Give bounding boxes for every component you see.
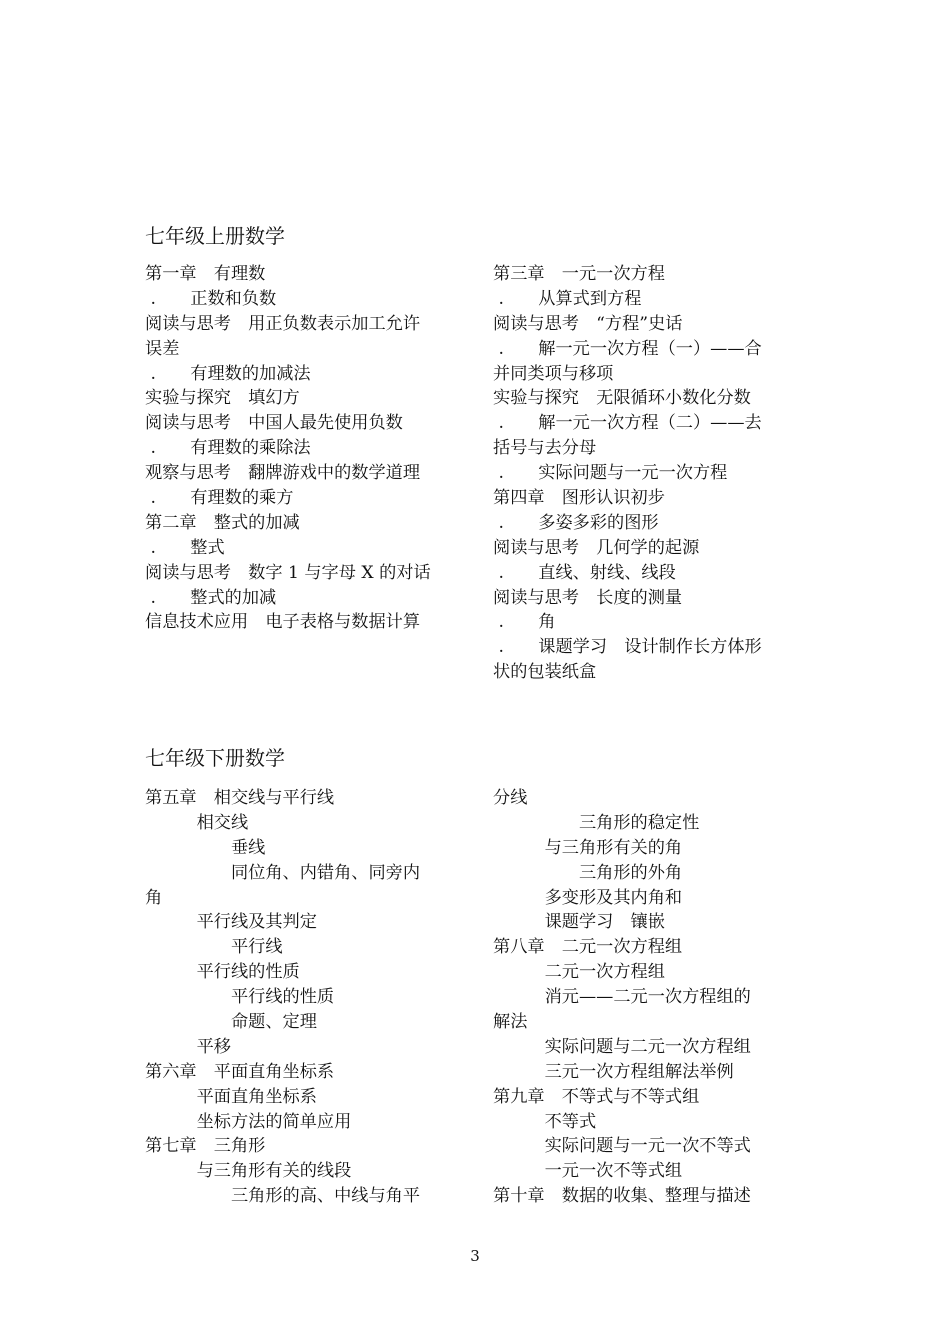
toc-line: . 解一元一次方程（一）——合	[493, 338, 762, 359]
toc-line: 阅读与思考 数字 1 与字母 X 的对话	[145, 562, 431, 583]
toc-line: 第七章 三角形	[145, 1136, 266, 1157]
toc-line: 实际问题与一元一次不等式	[493, 1136, 751, 1157]
toc-line: 括号与去分母	[493, 438, 597, 459]
toc-line: . 解一元一次方程（二）——去	[493, 413, 762, 434]
toc-line: 平行线及其判定	[145, 912, 317, 933]
toc-line: 平行线	[145, 937, 283, 958]
toc-line: 第十章 数据的收集、整理与描述	[493, 1186, 751, 1207]
toc-line: 角	[145, 887, 163, 908]
toc-line: 三角形的外角	[493, 862, 683, 883]
toc-line: 平移	[145, 1036, 231, 1057]
toc-line: 命题、定理	[145, 1012, 317, 1033]
toc-line: 平行线的性质	[145, 962, 300, 983]
toc-line: 与三角形有关的角	[493, 837, 683, 858]
toc-line: 第五章 相交线与平行线	[145, 788, 335, 808]
toc-line: 第三章 一元一次方程	[493, 264, 665, 284]
lower-right-column	[493, 786, 818, 1209]
lower-left-column	[145, 786, 470, 1209]
toc-line: 不等式	[493, 1111, 597, 1132]
toc-line: 阅读与思考 “方程”史话	[493, 313, 683, 334]
lower-title: 七年级下册数学	[145, 746, 285, 770]
toc-line: . 直线、射线、线段	[493, 562, 676, 583]
toc-line: 平行线的性质	[145, 987, 335, 1008]
toc-line: 阅读与思考 长度的测量	[493, 587, 683, 608]
toc-line: 实验与探究 填幻方	[145, 388, 300, 409]
toc-line: 三角形的高、中线与角平	[145, 1186, 421, 1207]
toc-line: 垂线	[145, 837, 266, 858]
toc-line: 三元一次方程组解法举例	[493, 1061, 734, 1082]
toc-line: 第一章 有理数	[145, 264, 266, 284]
toc-line: 同位角、内错角、同旁内	[145, 862, 421, 883]
toc-line: . 课题学习 设计制作长方体形	[493, 637, 762, 658]
toc-line: . 有理数的乘方	[145, 488, 294, 509]
toc-line: . 有理数的加减法	[145, 363, 311, 384]
toc-line: 解法	[493, 1012, 528, 1033]
toc-line: 状的包装纸盒	[493, 662, 597, 683]
toc-line: 二元一次方程组	[493, 962, 665, 983]
toc-line: 与三角形有关的线段	[145, 1161, 352, 1182]
toc-line: . 角	[493, 612, 556, 633]
toc-line: 阅读与思考 几何学的起源	[493, 537, 700, 558]
toc-line: 阅读与思考 用正负数表示加工允许	[145, 313, 421, 334]
toc-line: 相交线	[145, 812, 249, 833]
toc-line: 平面直角坐标系	[145, 1086, 317, 1107]
toc-line: 消元——二元一次方程组的	[493, 987, 751, 1008]
toc-line: . 整式的加减	[145, 587, 277, 608]
toc-line: 第四章 图形认识初步	[493, 488, 665, 509]
toc-line: . 多姿多彩的图形	[493, 512, 659, 533]
toc-line: 第九章 不等式与不等式组	[493, 1086, 700, 1107]
toc-line: . 有理数的乘除法	[145, 438, 311, 459]
toc-line: 第八章 二元一次方程组	[493, 937, 683, 958]
toc-line: 并同类项与移项	[493, 363, 614, 384]
toc-line: . 正数和负数	[145, 288, 277, 309]
upper-left-column	[145, 262, 470, 635]
page-number: 3	[470, 1247, 480, 1265]
toc-line: 一元一次不等式组	[493, 1161, 683, 1182]
upper-title: 七年级上册数学	[145, 224, 285, 248]
toc-line: 实验与探究 无限循环小数化分数	[493, 388, 751, 409]
toc-line: 阅读与思考 中国人最先使用负数	[145, 413, 403, 434]
toc-line: 第二章 整式的加减	[145, 512, 300, 533]
toc-line: 实际问题与二元一次方程组	[493, 1036, 751, 1057]
toc-line: 观察与思考 翻牌游戏中的数学道理	[145, 463, 421, 484]
toc-line: . 整式	[145, 537, 225, 558]
toc-line: 坐标方法的简单应用	[145, 1111, 352, 1132]
toc-line: 课题学习 镶嵌	[493, 912, 665, 933]
toc-line: 分线	[493, 788, 528, 808]
upper-right-column	[493, 262, 818, 685]
toc-line: 信息技术应用 电子表格与数据计算	[145, 612, 421, 633]
toc-line: 第六章 平面直角坐标系	[145, 1061, 335, 1082]
toc-line: 多变形及其内角和	[493, 887, 683, 908]
toc-line: . 从算式到方程	[493, 288, 642, 309]
toc-line: 三角形的稳定性	[493, 812, 700, 833]
toc-line: 误差	[145, 338, 180, 359]
toc-line: . 实际问题与一元一次方程	[493, 463, 728, 484]
